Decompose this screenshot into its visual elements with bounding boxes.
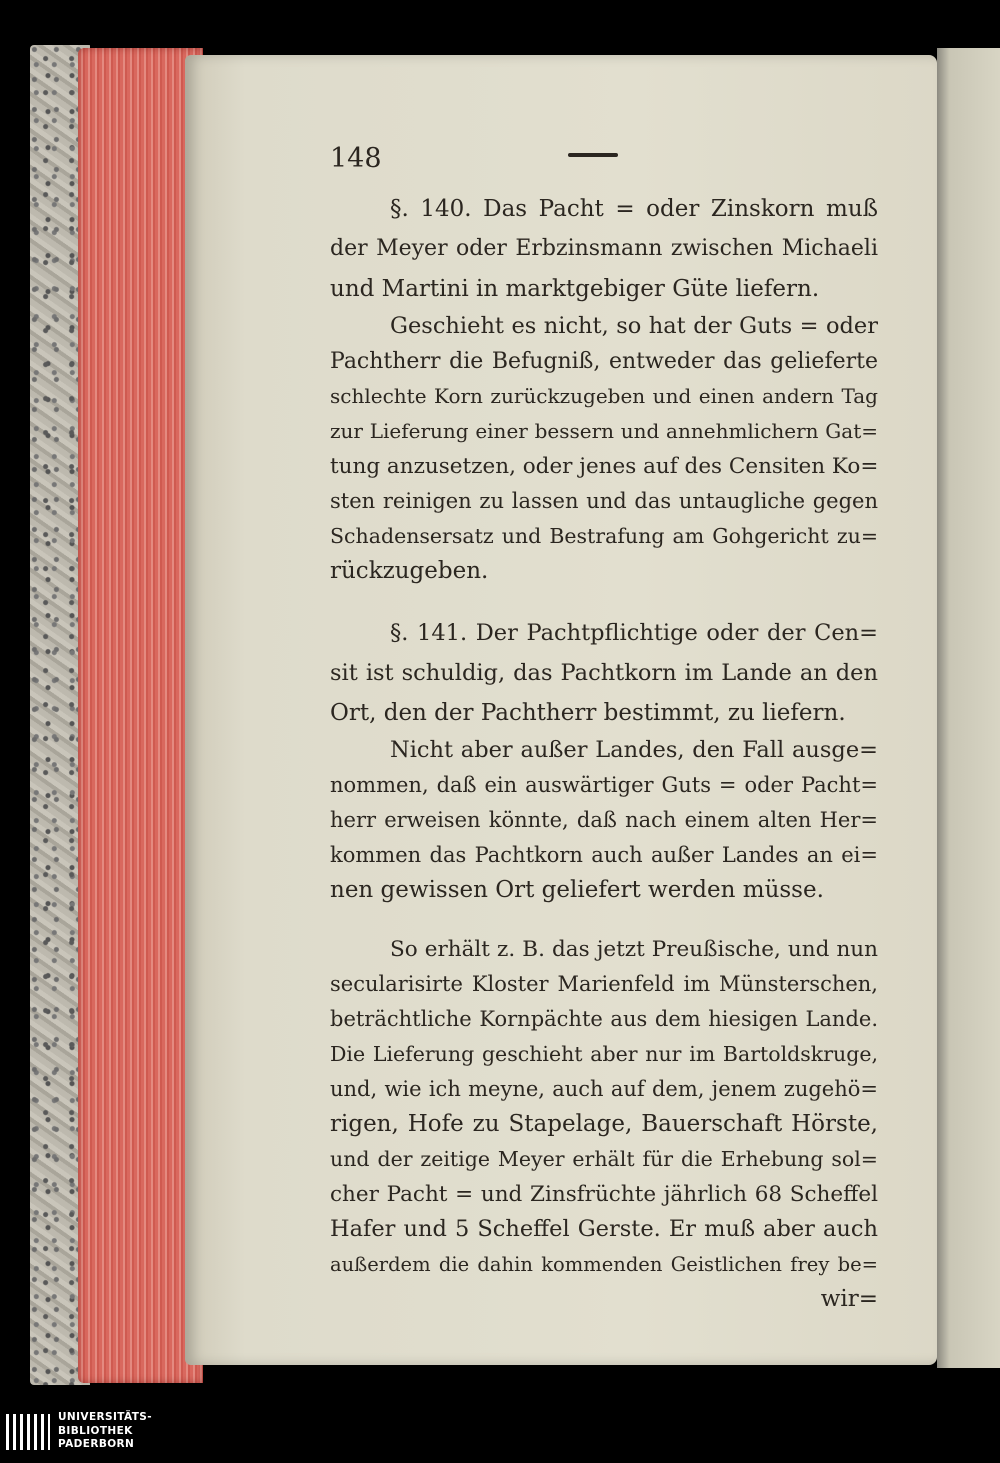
catchword: wir= [820, 1286, 878, 1312]
text-line: nommen, daß ein auswärtiger Guts = oder Pacht= [330, 773, 878, 797]
section-gap [330, 908, 878, 932]
text-line: und, wie ich meyne, auch auf dem, jenem zugehö= [330, 1077, 878, 1101]
text-line: §. 140. Das Pacht = oder Zinskorn muß [390, 196, 878, 222]
text-line: schlechte Korn zurückzugeben und einen andern Tag [330, 384, 878, 408]
text-line: außerdem die dahin kommenden Geistlichen frey be= [330, 1253, 878, 1276]
paragraph-example [330, 932, 878, 1317]
text-line: cher Pacht = und Zinsfrüchte jährlich 68 Scheffel [330, 1182, 878, 1207]
text-line: und der zeitige Meyer erhält für die Erhebung sol= [330, 1147, 878, 1171]
page-header [330, 135, 878, 175]
text-line: tung anzusetzen, oder jenes auf des Censiten Ko= [330, 454, 878, 479]
text-line: rigen, Hofe zu Stapelage, Bauerschaft Hörste, [330, 1111, 878, 1137]
page-text [330, 135, 878, 1317]
text-line: Die Lieferung geschieht aber nur im Bartoldskruge, [330, 1042, 878, 1066]
text-line: Nicht aber außer Landes, den Fall ausge= [390, 737, 878, 763]
paragraph-section-141-continued [330, 733, 878, 908]
text-line: Ort, den der Pachtherr bestimmt, zu liefern. [330, 700, 846, 726]
text-line: So erhält z. B. das jetzt Preußische, und nun [390, 937, 878, 962]
text-line: nen gewissen Ort geliefert werden müsse. [330, 877, 824, 903]
text-line: Pachtherr die Befugniß, entweder das gelieferte [330, 349, 878, 374]
library-logo-icon [6, 1414, 50, 1450]
text-line: rückzugeben. [330, 558, 489, 584]
text-line: sit ist schuldig, das Pachtkorn im Lande an den [330, 660, 878, 686]
section-gap [330, 589, 878, 613]
text-line: der Meyer oder Erbzinsmann zwischen Michaeli [330, 236, 878, 261]
text-line: herr erweisen könnte, daß nach einem alten Her= [330, 808, 878, 832]
header-rule [568, 153, 618, 157]
text-line: zur Lieferung einer bessern und annehmlichern Gat= [330, 419, 878, 443]
facing-page-edge [937, 48, 1000, 1368]
text-line: sten reinigen zu lassen und das untaugliche gegen [330, 489, 878, 513]
text-line: Hafer und 5 Scheffel Gerste. Er muß aber auch [330, 1216, 878, 1242]
text-line: kommen das Pachtkorn auch außer Landes an ei= [330, 843, 878, 867]
text-line: und Martini in marktgebiger Güte liefern. [330, 276, 820, 302]
text-line: secularisirte Kloster Marienfeld im Münsterschen, [330, 972, 878, 996]
library-logo-line: BIBLIOTHEK [58, 1424, 133, 1437]
text-line: Schadensersatz und Bestrafung am Gohgericht zu= [330, 524, 878, 548]
paragraph-section-140-continued [330, 309, 878, 589]
paragraph-section-141 [330, 613, 878, 733]
text-line: §. 141. Der Pachtpflichtige oder der Cen= [390, 620, 878, 646]
library-logo [6, 1410, 206, 1454]
library-logo-line: PADERBORN [58, 1438, 135, 1450]
page-number: 148 [330, 143, 382, 174]
library-logo-line: UNIVERSITÄTS- [58, 1411, 153, 1423]
text-line: beträchtliche Kornpächte aus dem hiesigen Lande. [330, 1007, 878, 1031]
text-line: Geschieht es nicht, so hat der Guts = oder [390, 313, 878, 339]
library-logo-text [58, 1411, 152, 1452]
paragraph-section-140 [330, 189, 878, 309]
